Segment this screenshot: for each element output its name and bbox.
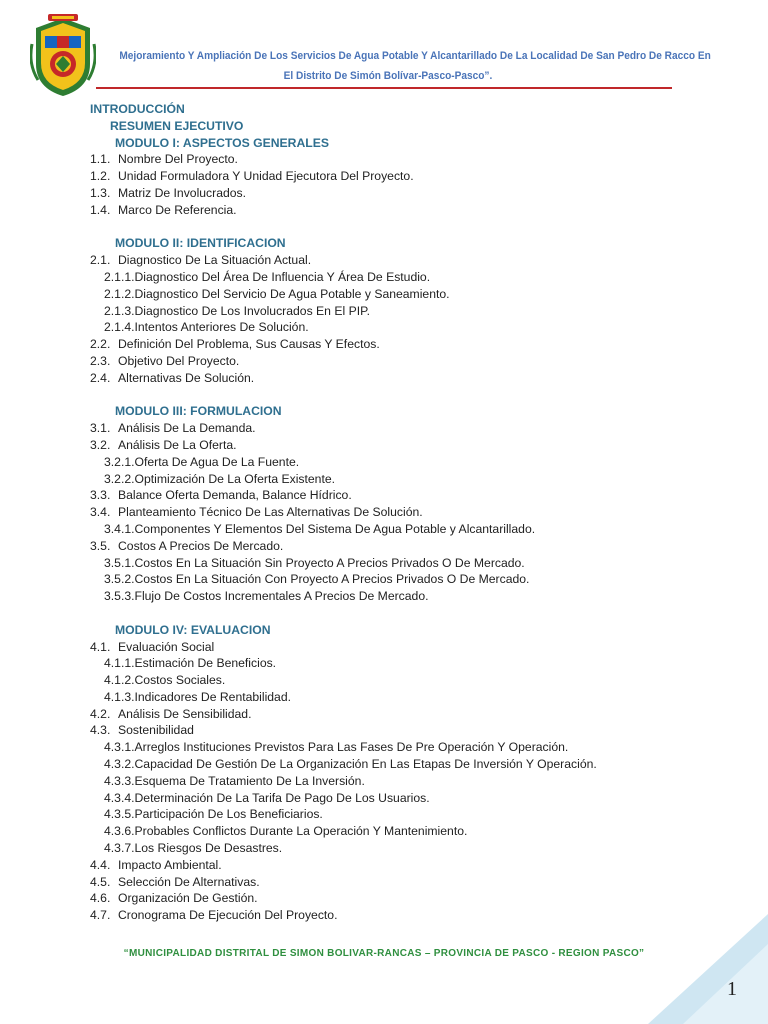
toc-entry[interactable] bbox=[90, 303, 730, 320]
toc-entry[interactable] bbox=[90, 437, 730, 454]
toc-spacer bbox=[90, 387, 730, 404]
toc-entry-number: 2.3. bbox=[90, 353, 111, 368]
toc-entry-number: 4.5. bbox=[90, 874, 111, 889]
toc-entry[interactable] bbox=[90, 504, 730, 521]
toc-entry-label: Diagnostico De La Situación Actual. bbox=[118, 253, 312, 268]
toc-entry-number: 4.3.3. bbox=[104, 773, 135, 788]
toc-entry-number: 4.3.2. bbox=[104, 757, 135, 772]
toc-entry-label: Sostenibilidad bbox=[118, 723, 194, 738]
toc-entry[interactable] bbox=[90, 336, 730, 353]
toc-entry[interactable] bbox=[90, 269, 730, 286]
toc-entry-label: Costos A Precios De Mercado. bbox=[118, 538, 284, 553]
toc-entry-label: Selección De Alternativas. bbox=[118, 874, 260, 889]
toc-entry[interactable] bbox=[90, 370, 730, 387]
toc-entry-label: Planteamiento Técnico De Las Alternativas De Solución. bbox=[118, 505, 423, 520]
toc-entry-number: 3.1. bbox=[90, 421, 111, 436]
toc-entry-label: Marco De Referencia. bbox=[118, 202, 237, 217]
toc-entry-number: 4.3.1. bbox=[104, 740, 135, 755]
toc-entry-number: 3.5.3. bbox=[104, 589, 135, 604]
toc-entry-label: Capacidad De Gestión De La Organización En Las Etapas De Inversión Y Operación. bbox=[134, 757, 597, 772]
toc-entry-number: 3.5. bbox=[90, 538, 111, 553]
toc-entry-number: 4.1.1. bbox=[104, 656, 135, 671]
toc-entry-label: Diagnostico Del Área De Influencia Y Área De Estudio. bbox=[134, 269, 431, 284]
toc-entry-number: 4.3.4. bbox=[104, 790, 135, 805]
toc-entry[interactable] bbox=[90, 252, 730, 269]
toc-entry[interactable] bbox=[90, 890, 730, 907]
toc-entry-number: 2.4. bbox=[90, 370, 111, 385]
toc-entry-number: 4.3.5. bbox=[104, 807, 135, 822]
toc-entry-number: 4.1.2. bbox=[104, 673, 135, 688]
toc-entry-label: Cronograma De Ejecución Del Proyecto. bbox=[118, 908, 338, 923]
toc-entry[interactable] bbox=[90, 840, 730, 857]
toc-entry[interactable] bbox=[90, 739, 730, 756]
toc-entry-label: Unidad Formuladora Y Unidad Ejecutora Del Proyecto. bbox=[118, 169, 414, 184]
toc-entry-label: Arreglos Instituciones Previstos Para Las Fases De Pre Operación Y Operación. bbox=[134, 740, 569, 755]
toc-entry[interactable] bbox=[90, 722, 730, 739]
toc-entry-number: 1.1. bbox=[90, 152, 111, 167]
toc-entry[interactable] bbox=[90, 420, 730, 437]
toc-entry-label: Flujo De Costos Incrementales A Precios De Mercado. bbox=[134, 589, 429, 604]
toc-entry-label: Definición Del Problema, Sus Causas Y Efectos. bbox=[118, 337, 380, 352]
corner-decoration bbox=[648, 914, 768, 1024]
toc-entry[interactable] bbox=[90, 151, 730, 168]
toc-entry[interactable] bbox=[90, 286, 730, 303]
toc-entry-label: Análisis De La Oferta. bbox=[118, 437, 237, 452]
toc-entry-number: 1.4. bbox=[90, 202, 111, 217]
toc-entry-label: Determinación De La Tarifa De Pago De Los Usuarios. bbox=[134, 790, 430, 805]
toc-entry[interactable] bbox=[90, 907, 730, 924]
toc-entry-label: Análisis De Sensibilidad. bbox=[118, 706, 252, 721]
toc-entry[interactable] bbox=[90, 555, 730, 572]
toc-entry-label: Evaluación Social bbox=[118, 639, 215, 654]
page-number: 1 bbox=[727, 978, 737, 1000]
toc-spacer bbox=[90, 605, 730, 622]
toc-entry-number: 2.1.4. bbox=[104, 320, 135, 335]
toc-entry-number: 3.2.1. bbox=[104, 454, 135, 469]
toc-entry-number: 4.7. bbox=[90, 908, 111, 923]
toc-entry-label: Balance Oferta Demanda, Balance Hídrico. bbox=[118, 488, 352, 503]
toc-entry[interactable] bbox=[90, 471, 730, 488]
toc-entry-number: 2.1.3. bbox=[104, 303, 135, 318]
toc-entry-number: 2.1. bbox=[90, 253, 111, 268]
toc-entry-label: Diagnostico Del Servicio De Agua Potable y Saneamiento. bbox=[134, 286, 450, 301]
toc-entry-number: 3.5.1. bbox=[104, 555, 135, 570]
toc-entry-number: 4.2. bbox=[90, 706, 111, 721]
toc-entry-number: 2.1.1. bbox=[104, 269, 135, 284]
toc-module-heading[interactable]: MODULO III: FORMULACION bbox=[115, 404, 282, 419]
toc-entry-label: Costos En La Situación Sin Proyecto A Precios Privados O De Mercado. bbox=[134, 555, 525, 570]
municipal-crest-icon bbox=[30, 14, 96, 98]
toc-entry-number: 3.5.2. bbox=[104, 572, 135, 587]
toc-entry[interactable] bbox=[90, 823, 730, 840]
toc-entry-number: 2.1.2. bbox=[104, 286, 135, 301]
toc-entry[interactable] bbox=[90, 706, 730, 723]
toc-entry-number: 1.2. bbox=[90, 169, 111, 184]
toc-entry-number: 1.3. bbox=[90, 185, 111, 200]
toc-entry-number: 4.1. bbox=[90, 639, 111, 654]
toc-entry-label: Costos En La Situación Con Proyecto A Precios Privados O De Mercado. bbox=[134, 572, 530, 587]
page-header bbox=[0, 0, 768, 100]
toc-entry[interactable] bbox=[90, 672, 730, 689]
toc-entry[interactable] bbox=[90, 756, 730, 773]
toc-entry-label: Costos Sociales. bbox=[134, 673, 226, 688]
toc-entry-number: 3.2. bbox=[90, 437, 111, 452]
toc-module-heading[interactable]: MODULO II: IDENTIFICACION bbox=[115, 236, 286, 251]
toc-entry[interactable] bbox=[90, 689, 730, 706]
toc-entry-label: Oferta De Agua De La Fuente. bbox=[134, 454, 300, 469]
toc-spacer bbox=[90, 219, 730, 236]
toc-entry-number: 4.4. bbox=[90, 857, 111, 872]
toc-entry-label: Estimación De Beneficios. bbox=[134, 656, 277, 671]
toc-entry[interactable] bbox=[90, 185, 730, 202]
toc-entry-label: Alternativas De Solución. bbox=[118, 370, 255, 385]
toc-entry-number: 3.4.1. bbox=[104, 521, 135, 536]
toc-entry[interactable] bbox=[90, 571, 730, 588]
footer-municipality-text: “MUNICIPALIDAD DISTRITAL DE SIMON BOLIVAR-RANCAS – PROVINCIA DE PASCO - REGION PASCO” bbox=[123, 948, 645, 959]
toc-entry-number: 4.3. bbox=[90, 723, 111, 738]
header-divider bbox=[96, 87, 672, 89]
document-header-title bbox=[119, 46, 711, 86]
toc-entry[interactable] bbox=[90, 874, 730, 891]
toc-entry-label: Impacto Ambiental. bbox=[118, 857, 222, 872]
toc-entry-label: Optimización De La Oferta Existente. bbox=[134, 471, 336, 486]
toc-resumen-ejecutivo[interactable]: RESUMEN EJECUTIVO bbox=[110, 118, 244, 133]
toc-entry[interactable] bbox=[90, 168, 730, 185]
toc-entry-number: 3.4. bbox=[90, 505, 111, 520]
toc-entry-number: 4.6. bbox=[90, 891, 111, 906]
toc-entry[interactable] bbox=[90, 588, 730, 605]
toc-module-heading[interactable]: MODULO IV: EVALUACION bbox=[115, 622, 271, 637]
toc-introduccion[interactable]: INTRODUCCIÓN bbox=[90, 102, 185, 116]
toc-entry-number: 3.3. bbox=[90, 488, 111, 503]
toc-entry[interactable] bbox=[90, 521, 730, 538]
toc-entry-label: Esquema De Tratamiento De La Inversión. bbox=[134, 773, 365, 788]
header-title-line2: El Distrito De Simón Bolívar-Pasco-Pasco”. bbox=[283, 70, 493, 82]
toc-entry-number: 4.1.3. bbox=[104, 689, 135, 704]
header-title-line1: Mejoramiento Y Ampliación De Los Servicios De Agua Potable Y Alcantarillado De La Localidad De San Pedro De Racco En bbox=[119, 50, 711, 62]
toc-entry-label: Objetivo Del Proyecto. bbox=[118, 353, 240, 368]
toc-entry[interactable] bbox=[90, 639, 730, 656]
toc-entry-number: 4.3.6. bbox=[104, 824, 135, 839]
table-of-contents bbox=[90, 101, 730, 924]
toc-entry-label: Nombre Del Proyecto. bbox=[118, 152, 238, 167]
toc-module-heading[interactable]: MODULO I: ASPECTOS GENERALES bbox=[115, 135, 329, 150]
toc-entry[interactable] bbox=[90, 353, 730, 370]
toc-entry[interactable] bbox=[90, 655, 730, 672]
toc-entry[interactable] bbox=[90, 806, 730, 823]
toc-entry-label: Análisis De La Demanda. bbox=[118, 421, 256, 436]
toc-entry-label: Los Riesgos De Desastres. bbox=[134, 841, 283, 856]
toc-entry-label: Componentes Y Elementos Del Sistema De Agua Potable y Alcantarillado. bbox=[134, 521, 536, 536]
toc-entry[interactable] bbox=[90, 857, 730, 874]
toc-entry-label: Probables Conflictos Durante La Operación Y Mantenimiento. bbox=[134, 824, 468, 839]
toc-entry[interactable] bbox=[90, 538, 730, 555]
toc-entry-label: Indicadores De Rentabilidad. bbox=[134, 689, 292, 704]
toc-entry[interactable] bbox=[90, 202, 730, 219]
toc-entry-number: 4.3.7. bbox=[104, 841, 135, 856]
toc-entry-number: 2.2. bbox=[90, 337, 111, 352]
toc-entry[interactable] bbox=[90, 319, 730, 336]
toc-entry-label: Diagnostico De Los Involucrados En El PIP. bbox=[134, 303, 371, 318]
toc-entry-number: 3.2.2. bbox=[104, 471, 135, 486]
toc-entry[interactable] bbox=[90, 487, 730, 504]
toc-entry-label: Intentos Anteriores De Solución. bbox=[134, 320, 309, 335]
toc-entry[interactable] bbox=[90, 790, 730, 807]
toc-entry[interactable] bbox=[90, 454, 730, 471]
toc-entry-label: Participación De Los Beneficiarios. bbox=[134, 807, 323, 822]
toc-entry-label: Organización De Gestión. bbox=[118, 891, 258, 906]
toc-entry[interactable] bbox=[90, 773, 730, 790]
toc-entry-label: Matriz De Involucrados. bbox=[118, 185, 247, 200]
